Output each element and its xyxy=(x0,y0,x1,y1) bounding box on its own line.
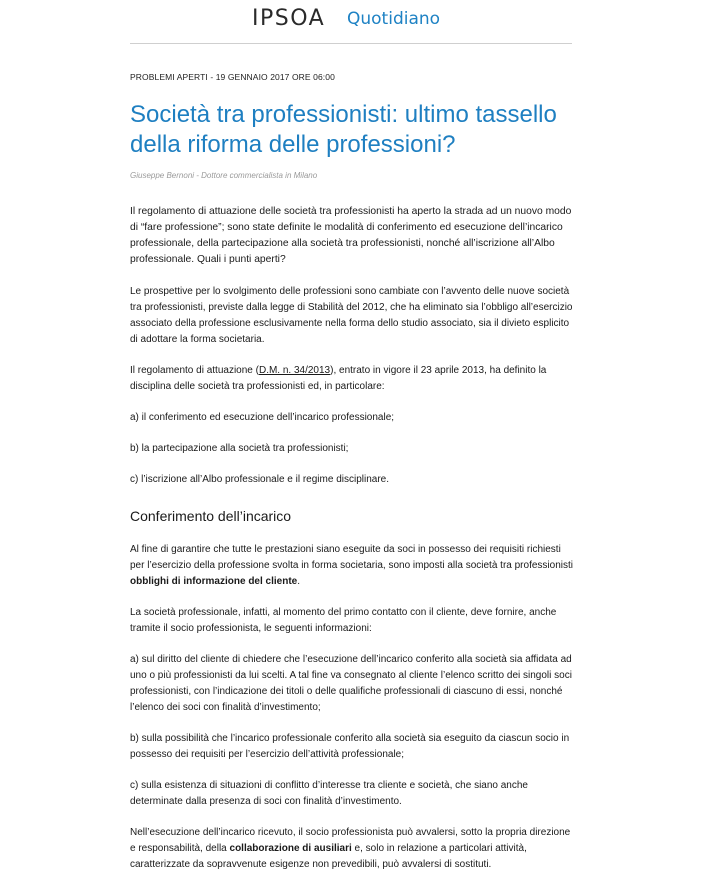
article-body xyxy=(130,204,575,888)
list-item-c: c) l’iscrizione all’Albo professionale e il regime disciplinare. xyxy=(130,474,389,485)
paragraph-3-text-a: Al fine di garantire che tutte le prestazioni siano eseguite da soci in possesso dei requisiti richiesti per l’esercizio della professione svolta in forma societaria, sono imposti alla società tra professionisti xyxy=(130,544,573,571)
paragraph-5: a) sul diritto del cliente di chiedere che l’esecuzione dell’incarico conferito alla società sia affidata ad uno o più professionisti da lui scelti. A tal fine va consegnato al cliente l’elenco scritto dei singoli soci professionisti, con l’indicazione dei titoli o delle qualifiche professionali di ciascuno di essi, nonché l’elenco dei soci con finalità d’investimento; xyxy=(130,654,572,713)
header-divider xyxy=(130,43,572,44)
article-title: Società tra professionisti: ultimo tassello della riforma delle professioni? xyxy=(130,101,557,158)
brand-subtitle: Quotidiano xyxy=(347,9,441,29)
article-kicker: PROBLEMI APERTI - 19 GENNAIO 2017 ORE 06:00 xyxy=(130,72,335,82)
paragraph-8-text-b: e, solo in relazione a particolari attività, caratterizzate da sopravvenute esigenze non prevedibili, può avvalersi di sostituti. xyxy=(130,843,527,870)
masthead xyxy=(0,0,704,36)
paragraph-8-text-a: Nell’esecuzione dell’incarico ricevuto, il socio professionista può avvalersi, sotto la propria direzione e responsabilità, della xyxy=(130,827,571,854)
paragraph-3-text-b: . xyxy=(297,576,301,587)
article-byline: Giuseppe Bernoni - Dottore commercialista in Milano xyxy=(130,171,318,180)
paragraph-8-bold: collaborazione di ausiliari xyxy=(229,843,352,854)
paragraph-6: b) sulla possibilità che l’incarico professionale conferito alla società sia eseguito da ciascun socio in possesso dei requisiti per l’esercizio dell’attività professionale; xyxy=(130,733,570,760)
paragraph-3 xyxy=(130,542,575,590)
list-item-b: b) la partecipazione alla società tra professionisti; xyxy=(130,443,349,454)
dm-link[interactable]: D.M. n. 34/2013 xyxy=(258,365,331,376)
paragraph-4: La società professionale, infatti, al momento del primo contatto con il cliente, deve fornire, anche tramite il socio professionista, le seguenti informazioni: xyxy=(130,607,557,634)
article-lede: Il regolamento di attuazione delle società tra professionisti ha aperto la strada ad un nuovo modo di “fare professione”; sono state definite le modalità di conferimento ed esecuzione dell’incarico professionale, della partecipazione alla società tra professionisti, nonché all’iscrizione all’Albo professionale. Quali i punti aperti? xyxy=(130,206,572,265)
paragraph-1: Le prospettive per lo svolgimento delle professioni sono cambiate con l’avvento delle nuove società tra professionisti, previste dalla legge di Stabilità del 2012, che ha eliminato sia l’obbligo all’esercizio associato della professione esclusivamente nella forma dello studio associato, sia il divieto esplicito di adottare la forma societaria. xyxy=(130,286,573,345)
paragraph-2 xyxy=(130,363,575,395)
paragraph-3-bold: obblighi di informazione del cliente xyxy=(130,576,298,587)
section-heading: Conferimento dell’incarico xyxy=(130,508,292,524)
list-item-a: a) il conferimento ed esecuzione dell’incarico professionale; xyxy=(130,412,395,423)
paragraph-8 xyxy=(130,825,575,873)
paragraph-2-text-a: Il regolamento di attuazione ( xyxy=(130,365,259,376)
paragraph-2-text-b: ), entrato in vigore il 23 aprile 2013, ha definito la disciplina delle società tra professionisti ed, in particolare: xyxy=(130,365,547,392)
brand-logo[interactable]: IPSOA xyxy=(252,6,326,31)
paragraph-7: c) sulla esistenza di situazioni di conflitto d’interesse tra cliente e società, che siano anche determinate dalla presenza di soci con finalità d’investimento. xyxy=(130,780,528,807)
